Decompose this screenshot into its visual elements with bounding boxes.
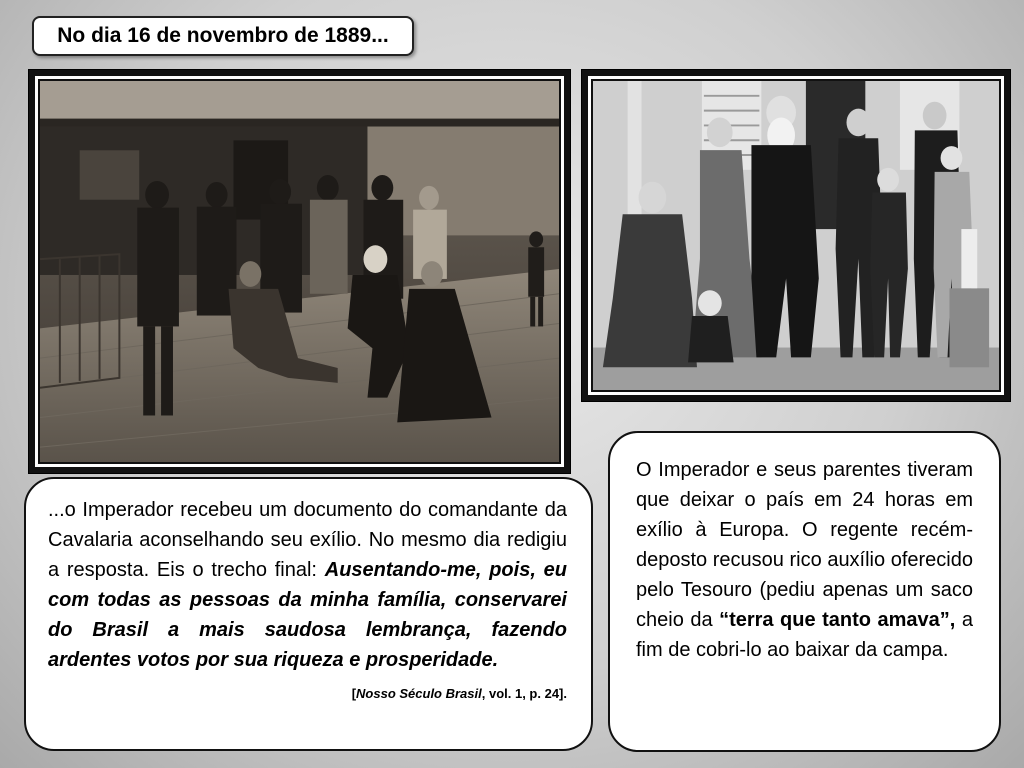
ship-deck-photo-image — [38, 79, 561, 464]
exile-emphasis: “terra que tanto amava”, — [719, 609, 956, 631]
exile-description-text — [636, 455, 973, 665]
family-portrait-photo-image — [591, 79, 1001, 392]
ship-deck-illustration — [40, 81, 559, 462]
letter-quote: Ausentando-me, pois, eu com todas as pessoas da minha família, conservarei do Brasil a mais saudosa lembrança, fazendo ardentes votos por sua riqueza e prosperidade. — [48, 559, 567, 671]
citation-open: [ — [351, 686, 357, 701]
slide-title: No dia 16 de novembro de 1889... — [32, 16, 414, 56]
citation — [48, 685, 567, 703]
letter-excerpt-text — [48, 495, 567, 675]
letter-excerpt-box — [24, 477, 593, 751]
family-portrait-illustration — [593, 81, 999, 390]
exile-text-before: O Imperador e seus parentes tiveram que deixar o país em 24 horas em exílio à Europa. O regente recém-deposto recusou rico auxílio oferecido pelo Tesouro (pediu apenas um saco cheio da — [636, 459, 973, 631]
citation-details: , vol. 1, p. 24]. — [481, 686, 567, 701]
citation-source: Nosso Século Brasil — [356, 686, 482, 701]
exile-text-after: a fim de cobri-lo ao baixar da campa. — [636, 609, 973, 661]
letter-intro: ...o Imperador recebeu um documento do comandante da Cavalaria aconselhando seu exílio. No mesmo dia redigiu a resposta. Eis o trecho final: — [48, 499, 567, 581]
family-portrait-photo — [582, 70, 1010, 401]
exile-description-box — [608, 431, 1001, 752]
ship-deck-photo — [29, 70, 570, 473]
